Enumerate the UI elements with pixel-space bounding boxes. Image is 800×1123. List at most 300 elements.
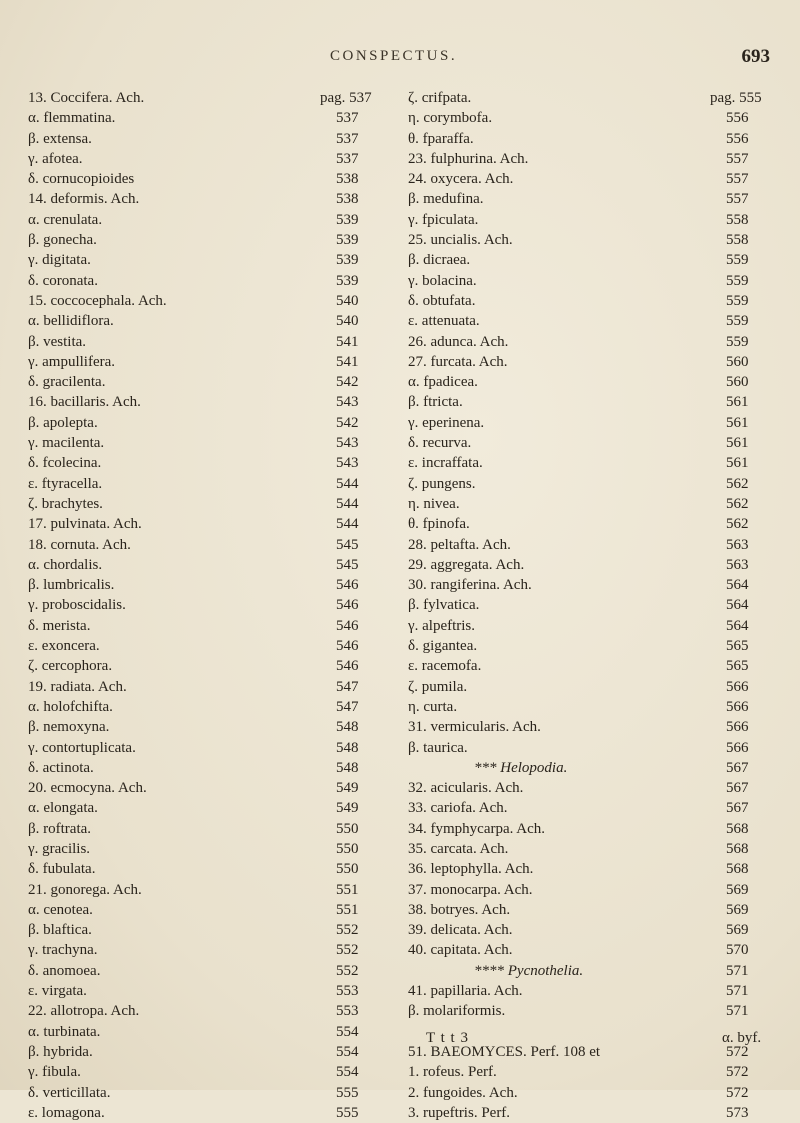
index-entry [408,392,780,412]
entry-page: 567 [726,759,749,776]
index-entry [28,677,390,697]
index-entry [408,1062,780,1082]
entry-page: 559 [726,252,749,269]
entry-page: 539 [336,272,359,289]
entry-page: 542 [336,414,359,431]
entry-page: pag. 537 [320,90,372,106]
index-entry [408,352,780,372]
entry-page: 562 [726,495,749,512]
index-entry [28,433,390,453]
entry-page: 561 [726,435,749,452]
entry-name: 40. capitata. Ach. [408,942,513,959]
entry-page: 566 [726,678,749,695]
entry-name: γ. macilenta. [28,435,105,452]
index-entry [28,656,390,676]
entry-name: α. elongata. [28,800,98,817]
entry-page: 537 [336,110,359,127]
entry-name: 39. delicata. Ach. [408,922,513,939]
entry-page: 539 [336,232,359,249]
index-entry [408,108,780,128]
entry-name: β. nemoxyna. [28,719,110,736]
right-column [408,88,780,1123]
entry-name: 19. radiata. Ach. [28,678,127,695]
entry-page: 564 [726,597,749,614]
index-entry [28,717,390,737]
index-entry [408,474,780,494]
index-entry [408,738,780,758]
entry-page: 557 [726,191,749,208]
index-entry [408,697,780,717]
entry-page: 566 [726,698,749,715]
entry-name: 33. cariofa. Ach. [408,800,508,817]
index-entry [28,129,390,149]
index-entry [28,230,390,250]
entry-page: 555 [336,1084,359,1101]
index-entry [408,169,780,189]
entry-page: 562 [726,475,749,492]
index-entry [408,555,780,575]
index-entry [28,616,390,636]
entry-name: ε. lomagona. [28,1104,105,1121]
entry-page: 537 [336,130,359,147]
entry-name: 1. rofeus. Perf. [408,1064,497,1081]
entry-page: pag. 555 [710,90,762,106]
entry-page: 540 [336,313,359,330]
index-entry [408,494,780,514]
entry-name: η. curta. [408,698,458,715]
entry-page: 544 [336,475,359,492]
entry-page: 543 [336,455,359,472]
entry-name: δ. coronata. [28,272,98,289]
index-entry [28,636,390,656]
index-entry [28,392,390,412]
left-column [28,88,390,1123]
entry-name: 3. rupeftris. Perf. [408,1104,511,1121]
entry-name: γ. bolacina. [408,272,477,289]
index-entry [28,778,390,798]
index-entry [408,636,780,656]
entry-page: 564 [726,577,749,594]
entry-page: 566 [726,739,749,756]
entry-page: 572 [726,1084,749,1101]
entry-page: 541 [336,353,359,370]
index-entry [408,1103,780,1123]
index-entry [408,1001,780,1021]
index-entry [408,535,780,555]
entry-name: α. bellidiflora. [28,313,114,330]
index-entry [408,311,780,331]
entry-page: 567 [726,800,749,817]
entry-page: 550 [336,820,359,837]
entry-page: 538 [336,191,359,208]
index-entry [28,575,390,595]
entry-page: 571 [726,1003,749,1020]
entry-page: 569 [726,881,749,898]
entry-name: 21. gonorega. Ach. [28,881,142,898]
entry-page: 571 [726,983,749,1000]
index-entry [408,453,780,473]
entry-page: 555 [336,1104,359,1121]
index-entry [28,697,390,717]
entry-name: ε. ftyracella. [28,475,103,492]
entry-page: 569 [726,901,749,918]
entry-name: δ. obtufata. [408,292,476,309]
index-entry [408,129,780,149]
entry-name: γ. trachyna. [28,942,98,959]
entry-page: 549 [336,800,359,817]
index-entry [408,920,780,940]
index-entry [408,677,780,697]
entry-page: 561 [726,414,749,431]
entry-page: 543 [336,394,359,411]
entry-name: 17. pulvinata. Ach. [28,516,142,533]
entry-name: β. blaftica. [28,922,92,939]
entry-name: β. apolepta. [28,414,98,431]
entry-page: 544 [336,516,359,533]
entry-name: β. dicraea. [408,252,471,269]
entry-page: 560 [726,353,749,370]
entry-page: 548 [336,759,359,776]
entry-name: 34. fymphycarpa. Ach. [408,820,546,837]
entry-name: δ. cornucopioides [28,171,135,188]
entry-page: 554 [336,1064,359,1081]
entry-page: 546 [336,658,359,675]
entry-name: 25. uncialis. Ach. [408,232,513,249]
index-entry [28,595,390,615]
entry-name: β. hybrida. [28,1043,93,1060]
index-entry [408,839,780,859]
index-entry [408,514,780,534]
entry-name: δ. fubulata. [28,861,96,878]
index-entry [408,372,780,392]
index-entry [408,758,780,778]
index-entry [408,880,780,900]
entry-page: 541 [336,333,359,350]
index-entry [28,839,390,859]
entry-name: 37. monocarpa. Ach. [408,881,533,898]
entry-name: η. nivea. [408,495,460,512]
entry-name: 15. coccocephala. Ach. [28,292,167,309]
entry-page: 537 [336,150,359,167]
entry-page: 539 [336,252,359,269]
index-entry [408,1083,780,1103]
index-entry [408,332,780,352]
index-entry [28,1001,390,1021]
entry-name: γ. contortuplicata. [28,739,136,756]
entry-name: β. medufina. [408,191,484,208]
entry-page: 559 [726,313,749,330]
entry-page: 561 [726,394,749,411]
index-entry [28,1083,390,1103]
entry-name: δ. fcolecina. [28,455,102,472]
index-entry [28,514,390,534]
entry-name: 20. ecmocyna. Ach. [28,780,147,797]
entry-page: 548 [336,719,359,736]
entry-page: 572 [726,1043,749,1060]
entry-page: 557 [726,171,749,188]
entry-page: 559 [726,333,749,350]
index-entry [28,352,390,372]
entry-page: 572 [726,1064,749,1081]
index-entry [28,900,390,920]
entry-page: 568 [726,861,749,878]
entry-name: γ. proboscidalis. [28,597,126,614]
index-entry [28,474,390,494]
index-entry [28,758,390,778]
entry-page: 545 [336,556,359,573]
entry-name: γ. ampullifera. [28,353,116,370]
entry-name: ε. attenuata. [408,313,480,330]
entry-name: 28. peltafta. Ach. [408,536,511,553]
index-entry [408,88,780,108]
entry-name: 29. aggregata. Ach. [408,556,525,573]
index-entry [408,798,780,818]
index-entry [408,250,780,270]
entry-name: β. gonecha. [28,232,97,249]
entry-page: 551 [336,881,359,898]
index-entry [28,189,390,209]
entry-name: 32. acicularis. Ach. [408,780,524,797]
entry-page: 556 [726,110,749,127]
entry-page: 543 [336,435,359,452]
entry-page: 563 [726,536,749,553]
index-entry [408,859,780,879]
entry-page: 542 [336,374,359,391]
index-entry [28,88,390,108]
entry-name: **** Pycnothelia. [474,962,584,979]
entry-name: ζ. brachytes. [28,495,103,512]
entry-page: 546 [336,638,359,655]
index-entry [408,210,780,230]
entry-page: 564 [726,617,749,634]
entry-page: 567 [726,780,749,797]
entry-name: 26. adunca. Ach. [408,333,509,350]
entry-name: α. turbinata. [28,1023,101,1040]
entry-name: ε. exoncera. [28,638,100,655]
entry-page: 554 [336,1043,359,1060]
entry-page: 552 [336,942,359,959]
entry-page: 559 [726,292,749,309]
entry-name: δ. verticillata. [28,1084,111,1101]
entry-name: δ. anomoea. [28,962,101,979]
index-entry [408,616,780,636]
entry-page: 539 [336,211,359,228]
entry-name: ζ. pungens. [408,475,476,492]
entry-name: 27. furcata. Ach. [408,353,508,370]
index-entry [28,940,390,960]
entry-page: 568 [726,840,749,857]
entry-page: 562 [726,516,749,533]
entry-page: 566 [726,719,749,736]
entry-name: 30. rangiferina. Ach. [408,577,532,594]
index-entry [28,961,390,981]
entry-page: 546 [336,597,359,614]
entry-name: 24. oxycera. Ach. [408,171,514,188]
index-entry [28,535,390,555]
index-entry [28,149,390,169]
index-entry [28,494,390,514]
index-entry [28,1022,390,1042]
index-entry [408,413,780,433]
entry-page: 552 [336,922,359,939]
page-header [0,46,800,70]
index-entry [28,1103,390,1123]
entry-page: 550 [336,840,359,857]
entry-page: 571 [726,962,749,979]
index-entry [28,738,390,758]
index-entry [408,189,780,209]
entry-name: 13. Coccifera. Ach. [28,90,145,106]
entry-page: 565 [726,658,749,675]
index-entry [28,819,390,839]
entry-name: ε. incraffata. [408,455,483,472]
entry-page: 558 [726,232,749,249]
index-entry [28,250,390,270]
entry-page: 552 [336,962,359,979]
index-entry [408,900,780,920]
entry-page: 553 [336,983,359,1000]
entry-page: 570 [726,942,749,959]
entry-page: 547 [336,698,359,715]
entry-name: δ. gracilenta. [28,374,106,391]
entry-name: η. corymbofa. [408,110,493,127]
entry-name: β. extensa. [28,130,92,147]
index-entry [408,575,780,595]
index-entry [408,656,780,676]
entry-name: α. fpadicea. [408,374,478,391]
entry-name: γ. gracilis. [28,840,91,857]
index-entry [28,332,390,352]
entry-name: α. holofchifta. [28,698,113,715]
index-entry [28,859,390,879]
entry-name: 38. botryes. Ach. [408,901,511,918]
index-entry [28,291,390,311]
entry-name: β. roftrata. [28,820,92,837]
index-entry [28,372,390,392]
index-entry [408,717,780,737]
entry-name: β. vestita. [28,333,87,350]
entry-page: 549 [336,780,359,797]
index-entry [408,433,780,453]
entry-name: θ. fparaffa. [408,130,474,147]
running-head: CONSPECTUS. [330,48,458,64]
entry-name: γ. eperinena. [408,414,485,431]
index-entry [28,413,390,433]
entry-page: 546 [336,577,359,594]
entry-name: *** Helopodia. [474,759,568,776]
entry-name: α. cenotea. [28,901,93,918]
entry-name: 2. fungoides. Ach. [408,1084,518,1101]
entry-page: 540 [336,292,359,309]
index-entry [28,1062,390,1082]
entry-page: 569 [726,922,749,939]
entry-page: 553 [336,1003,359,1020]
index-entry [28,210,390,230]
index-entry [28,880,390,900]
index-entry [408,961,780,981]
entry-name: α. flemmatina. [28,110,116,127]
entry-page: 565 [726,638,749,655]
entry-name: γ. alpeftris. [408,617,476,634]
signature-mark: T t t 3 [426,1030,469,1046]
entry-page: 559 [726,272,749,289]
entry-name: γ. afotea. [28,150,83,167]
entry-name: ε. racemofa. [408,658,482,675]
entry-name: γ. fpiculata. [408,211,479,228]
entry-page: 550 [336,861,359,878]
catchword: α. byf. [722,1030,762,1046]
entry-name: 14. deformis. Ach. [28,191,140,208]
entry-page: 548 [336,739,359,756]
entry-name: β. lumbricalis. [28,577,115,594]
entry-name: ε. virgata. [28,983,87,1000]
entry-page: 558 [726,211,749,228]
entry-page: 544 [336,495,359,512]
index-entry [28,555,390,575]
entry-page: 560 [726,374,749,391]
index-entry [408,981,780,1001]
entry-name: δ. merista. [28,617,91,634]
index-entry [28,1042,390,1062]
index-entry [28,169,390,189]
entry-name: ζ. cercophora. [28,658,113,675]
entry-page: 551 [336,901,359,918]
entry-page: 557 [726,150,749,167]
index-entry [28,311,390,331]
entry-name: 36. leptophylla. Ach. [408,861,534,878]
index-entry [28,981,390,1001]
entry-page: 561 [726,455,749,472]
entry-name: 18. cornuta. Ach. [28,536,131,553]
entry-name: β. taurica. [408,739,468,756]
index-entry [28,920,390,940]
entry-name: 51. BAEOMYCES. Perf. 108 et [408,1043,601,1060]
entry-name: ζ. crifpata. [408,90,472,106]
index-entry [408,291,780,311]
entry-name: β. fylvatica. [408,597,480,614]
entry-name: 41. papillaria. Ach. [408,983,523,1000]
index-entry [408,819,780,839]
entry-page: 546 [336,617,359,634]
entry-name: 22. allotropa. Ach. [28,1003,140,1020]
index-entry [408,778,780,798]
entry-page: 568 [726,820,749,837]
entry-name: γ. fibula. [28,1064,81,1081]
entry-page: 547 [336,678,359,695]
entry-page: 563 [726,556,749,573]
entry-name: δ. gigantea. [408,638,478,655]
index-entry [408,940,780,960]
entry-page: 554 [336,1023,359,1040]
index-entry [408,271,780,291]
index-entry [408,149,780,169]
index-entry [408,230,780,250]
index-entry [408,595,780,615]
entry-page: 556 [726,130,749,147]
index-entry [28,271,390,291]
entry-page: 538 [336,171,359,188]
page-number: 693 [741,46,770,67]
entry-name: α. chordalis. [28,556,103,573]
entry-page: 545 [336,536,359,553]
entry-name: δ. recurva. [408,435,472,452]
entry-name: α. crenulata. [28,211,103,228]
entry-name: 23. fulphurina. Ach. [408,150,529,167]
entry-name: δ. actinota. [28,759,94,776]
index-entry [28,108,390,128]
entry-name: 35. carcata. Ach. [408,840,509,857]
index-entry [28,798,390,818]
